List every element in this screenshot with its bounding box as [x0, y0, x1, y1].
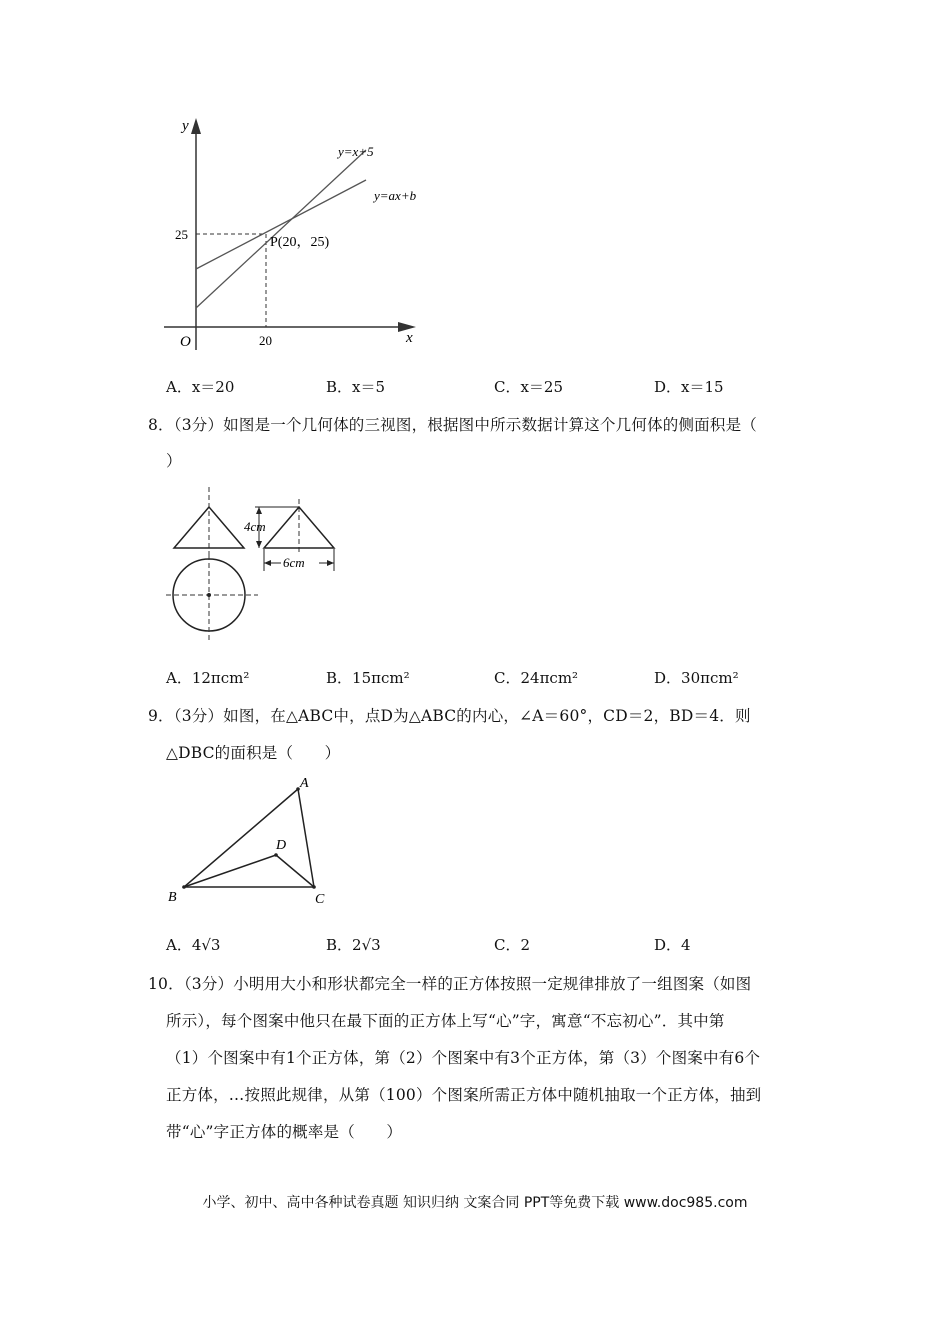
- q8-option-b[interactable]: B．15πcm²: [326, 669, 410, 687]
- height-label: 4cm: [244, 519, 266, 534]
- q8-option-d[interactable]: D．30πcm²: [654, 669, 739, 687]
- q9-option-b[interactable]: B．2√3: [326, 936, 381, 954]
- y-axis-label: y: [182, 118, 189, 134]
- line1-label: y=x+5: [338, 144, 374, 159]
- q9-option-c[interactable]: C．2: [494, 936, 531, 954]
- q10-question-line5: 带“心”字正方体的概率是（ ）: [166, 1123, 403, 1141]
- page-footer: 小学、初中、高中各种试卷真题 知识归纳 文案合同 PPT等免费下载 www.doc985.com: [202, 1195, 748, 1211]
- q7-option-b[interactable]: B．x＝5: [326, 378, 386, 396]
- q7-option-d[interactable]: D．x＝15: [654, 378, 724, 396]
- q8-option-c[interactable]: C．24πcm²: [494, 669, 579, 687]
- line-y-ax-plus-b: [196, 180, 366, 269]
- q9-question-line1: 9．（3分）如图，在△ABC中，点D为△ABC的内心，∠A＝60°，CD＝2，BD＝4．则: [148, 707, 751, 725]
- y-axis-arrow: [191, 118, 201, 134]
- q7-option-a[interactable]: A．x＝20: [166, 378, 235, 396]
- width-label: 6cm: [283, 555, 305, 570]
- q10-question-line3: （1）个图案中有1个正方体，第（2）个图案中有3个正方体，第（3）个图案中有6个: [166, 1049, 761, 1067]
- vertex-c-label: C: [315, 892, 325, 907]
- vertex-b-label: B: [168, 890, 177, 905]
- point-label: P(20，25): [270, 235, 330, 250]
- q8-option-a[interactable]: A．12πcm²: [166, 669, 250, 687]
- q9-question-line2: △DBC的面积是（ ）: [166, 744, 341, 762]
- q9-triangle-figure: [160, 772, 340, 910]
- point-d-label: D: [276, 838, 287, 853]
- y-tick-label: 25: [175, 227, 188, 242]
- q10-question-line2: 所示），每个图案中他只在最下面的正方体上写“心”字，寓意“不忘初心”．其中第: [166, 1012, 725, 1030]
- q8-three-views-figure: [160, 485, 350, 645]
- line2-label: y=ax+b: [374, 188, 417, 203]
- q7-graph: [160, 110, 440, 355]
- q9-option-d[interactable]: D．4: [654, 936, 691, 954]
- x-axis-label: x: [406, 330, 413, 346]
- vertex-a-label: A: [300, 776, 309, 791]
- origin-label: O: [180, 334, 191, 350]
- line-y-x-plus-5: [196, 150, 366, 308]
- q7-option-c[interactable]: C．x＝25: [494, 378, 564, 396]
- triangle-abc: [184, 789, 314, 887]
- q8-question-line2: ）: [166, 452, 182, 470]
- q10-question-line1: 10．（3分）小明用大小和形状都完全一样的正方体按照一定规律排放了一组图案（如图: [148, 975, 752, 993]
- q8-question-line1: 8．（3分）如图是一个几何体的三视图，根据图中所示数据计算这个几何体的侧面积是（: [148, 416, 757, 434]
- q10-question-line4: 正方体，…按照此规律，从第（100）个图案所需正方体中随机抽取一个正方体，抽到: [166, 1086, 762, 1104]
- q9-option-a[interactable]: A．4√3: [166, 936, 221, 954]
- x-tick-label: 20: [259, 333, 272, 348]
